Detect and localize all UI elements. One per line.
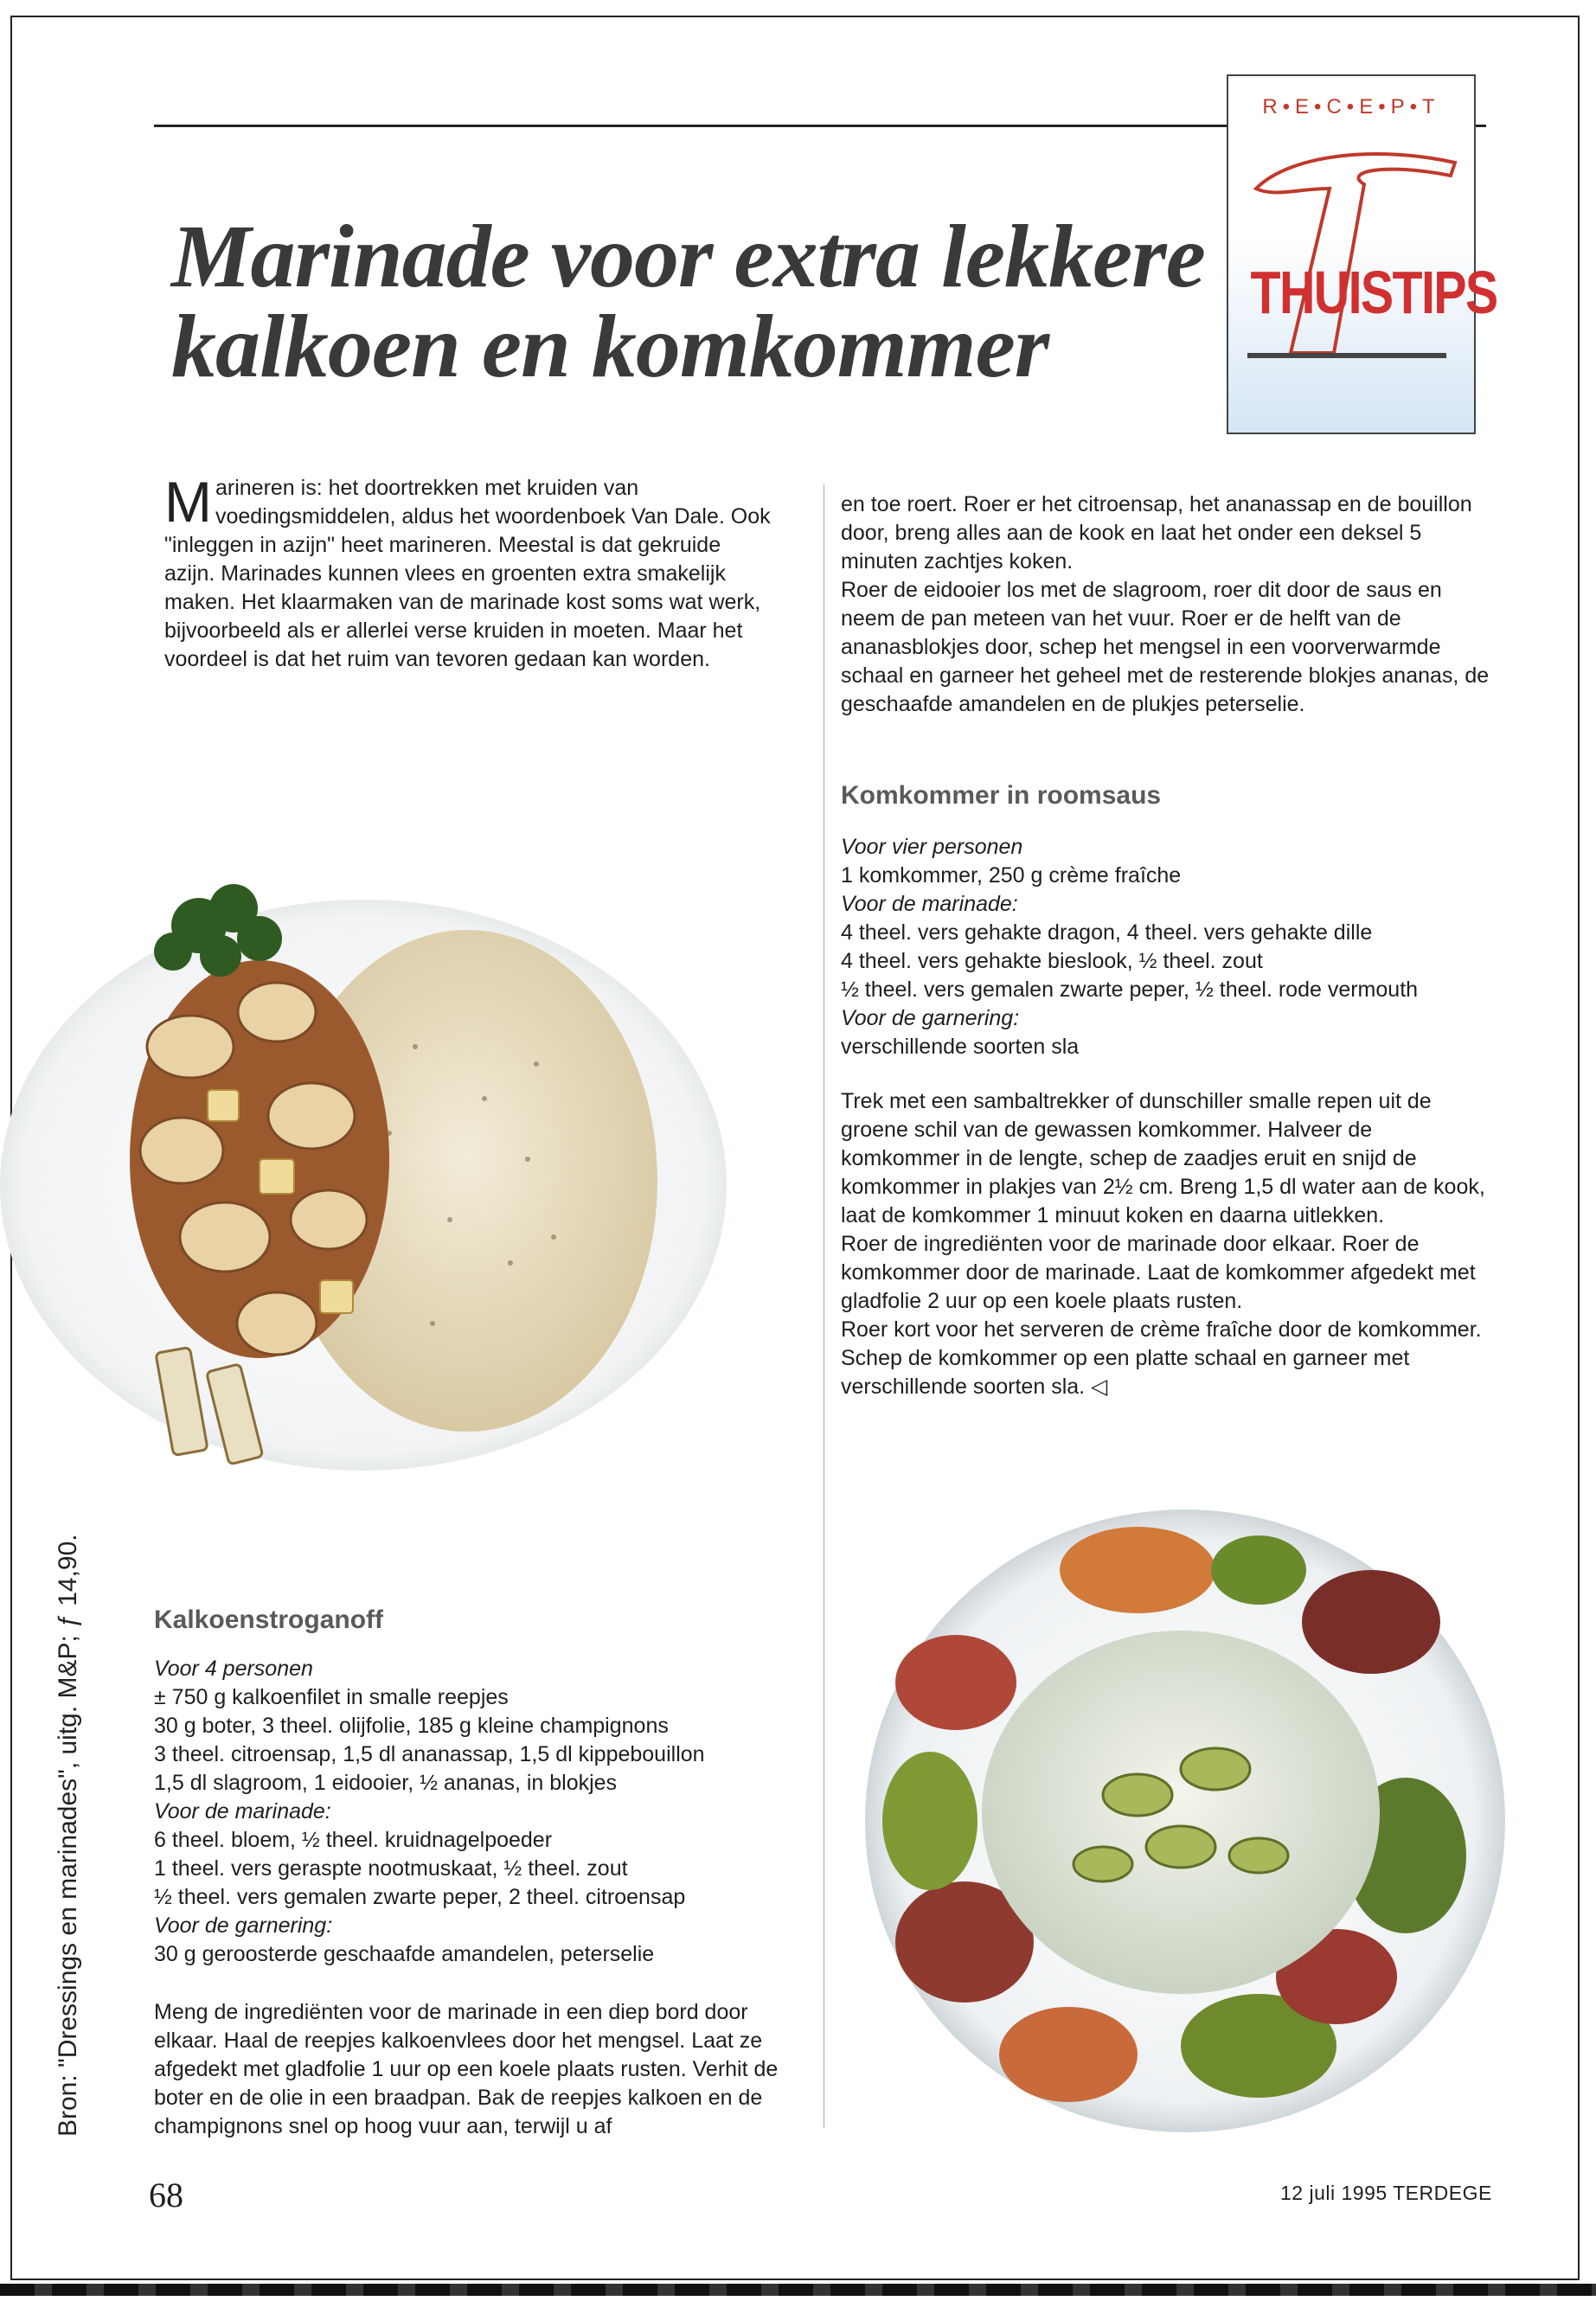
stroganoff-photo (0, 874, 804, 1514)
logo-word: THUISTIPS (1250, 259, 1497, 326)
komkommer-p1: Trek met een sambaltrekker of dunschiller smalle repen uit de groene schil van de gewassen komkommer. Halveer de komkommer in de lengte, schep de zaadjes eruit en snijd de komkommer in plakjes van 2½ cm. Breng 1,5 dl water aan de kook, laat de komkommer 1 minuut koken en daarna uitlekken. (841, 1089, 1485, 1227)
kalkoen-p1: Meng de ingrediënten voor de marinade in een diep bord door elkaar. Haal de reepjes kalkoenvlees door het mengsel. Laat ze afgedekt met gladfolie 1 uur op een koele plaats rusten. Verhit de boter en de olie in een braadpan. Bak de reepjes kalkoen en de champignons snel op hoog vuur aan, terwijl u af (154, 2000, 779, 2138)
cucumber-salad-photo (852, 1492, 1509, 2150)
kalkoen-ingredient-line: ± 750 g kalkoenfilet in smalle reepjes (154, 1685, 509, 1709)
logo-kicker: R•E•C•E•P•T (1262, 95, 1440, 119)
komkommer-ingredient-line: ½ theel. vers gemalen zwarte peper, ½ theel. rode vermouth (841, 977, 1419, 1002)
kalkoen-method (154, 1998, 794, 2141)
komkommer-ingredients (841, 833, 1490, 1061)
komkommer-ingredient-line: Voor de marinade: (841, 892, 1018, 916)
page-number: 68 (149, 2176, 183, 2214)
kalkoen-ingredient-line: 3 theel. citroensap, 1,5 dl ananassap, 1,5 dl kippebouillon (154, 1742, 705, 1766)
komkommer-ingredient-line: 4 theel. vers gehakte dragon, 4 theel. vers gehakte dille (841, 920, 1373, 945)
continuation-p2: Roer de eidooier los met de slagroom, roer dit door de saus en neem de pan meteen van het vuur. Roer er de helft van de ananasblokjes door, schep het mengsel in een voorverwarmde schaal en garneer het geheel met de resterende blokjes ananas, de geschaafde amandelen en de plukjes peterselie. (841, 578, 1490, 716)
komkommer-ingredient-line: Voor de garnering: (841, 1006, 1020, 1030)
komkommer-ingredient-line: Voor vier personen (841, 835, 1023, 859)
title-line-2: kalkoen en komkommer (171, 297, 1049, 396)
article-title (171, 207, 1227, 396)
komkommer-ingredient-line: verschillende soorten sla (841, 1035, 1080, 1059)
source-credit: Bron: "Dressings en marinades", uitg. M&P; ƒ 14,90. (54, 1534, 82, 2137)
kalkoen-ingredient-line: 1,5 dl slagroom, 1 eidooier, ½ ananas, in blokjes (154, 1771, 618, 1795)
komkommer-p3: Roer kort voor het serveren de crème fraîche door de komkommer. Schep de komkommer op een platte schaal en garneer met verschillende soorten sla. ◁ (841, 1317, 1482, 1399)
kalkoen-ingredient-line: Voor de marinade: (154, 1799, 331, 1823)
thuistips-logo (1227, 74, 1497, 434)
drop-cap: M (164, 470, 212, 534)
intro-paragraph (164, 470, 775, 674)
continuation-p1: en toe roert. Roer er het citroensap, het ananassap en de bouillon door, breng alles aan de kook en laat het onder een deksel 5 minuten zachtjes koken. (841, 492, 1472, 574)
komkommer-method (841, 1087, 1490, 1401)
kalkoen-heading: Kalkoenstroganoff (154, 1606, 384, 1634)
komkommer-ingredient-line: 4 theel. vers gehakte bieslook, ½ theel. zout (841, 949, 1263, 973)
title-line-1: Marinade voor extra lekkere (171, 207, 1205, 306)
scan-edge (0, 2284, 1596, 2296)
kalkoen-ingredient-line: Voor de garnering: (154, 1913, 333, 1938)
kalkoen-ingredient-line: 30 g geroosterde geschaafde amandelen, peterselie (154, 1942, 655, 1966)
kalkoen-ingredient-line: Voor 4 personen (154, 1657, 313, 1681)
kalkoen-ingredient-line: 1 theel. vers geraspte nootmuskaat, ½ theel. zout (154, 1856, 628, 1881)
kalkoen-ingredient-line: 30 g boter, 3 theel. olijfolie, 185 g kleine champignons (154, 1714, 669, 1738)
komkommer-p2: Roer de ingrediënten voor de marinade door elkaar. Roer de komkommer door de marinade. Laat de komkommer afgedekt met gladfolie 2 uur op een koele plaats rusten. (841, 1232, 1476, 1313)
intro-text: arineren is: het doortrekken met kruiden van voedingsmiddelen, aldus het woordenboek Van Dale. Ook "inleggen in azijn" heet marineren. Meestal is dat gekruide azijn. Marinades kunnen vlees en groenten extra smakelijk maken. Het klaarmaken van de marinade kost soms wat werk, bijvoorbeeld als er allerlei verse kruiden in moeten. Maar het voordeel is dat het ruim van tevoren gedaan kan worden. (164, 476, 771, 671)
stroganoff-continuation (841, 490, 1490, 719)
issue-date: 12 juli 1995 TERDEGE (1280, 2182, 1492, 2204)
kalkoen-ingredient-line: 6 theel. bloem, ½ theel. kruidnagelpoeder (154, 1828, 553, 1852)
komkommer-ingredient-line: 1 komkommer, 250 g crème fraîche (841, 863, 1182, 888)
kalkoen-ingredient-line: ½ theel. vers gemalen zwarte peper, 2 theel. citroensap (154, 1885, 686, 1909)
komkommer-heading: Komkommer in roomsaus (841, 781, 1162, 810)
kalkoen-ingredients (154, 1655, 794, 1969)
